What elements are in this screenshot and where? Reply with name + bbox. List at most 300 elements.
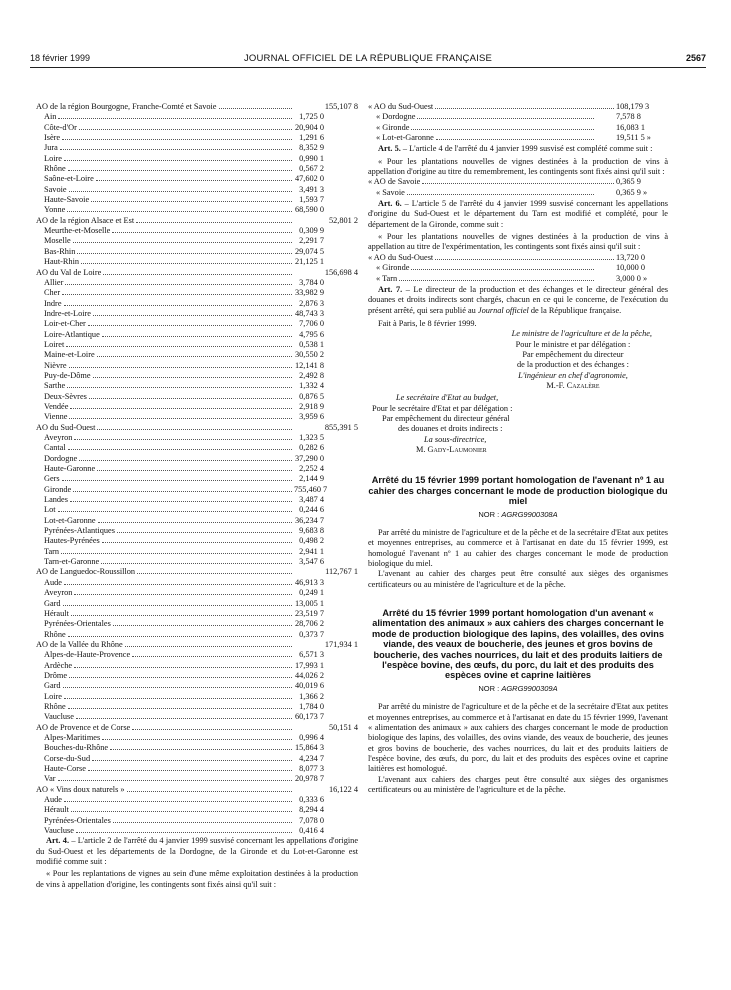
article-4-quote: « Pour les replantations de vignes au sein d'une même exploitation destinées à la production de vins à appellation d'origine, les contingents sont fixés ainsi qu'il suit : bbox=[36, 869, 358, 889]
row-label: Meurthe-et-Moselle bbox=[44, 226, 111, 236]
department-row bbox=[368, 133, 668, 143]
department-row bbox=[36, 433, 358, 443]
dot-leader bbox=[97, 469, 292, 471]
row-value: 2,291 7 bbox=[299, 236, 324, 246]
department-row bbox=[36, 174, 358, 184]
department-row bbox=[36, 692, 358, 702]
row-value: 2,492 8 bbox=[299, 370, 324, 380]
dot-leader bbox=[71, 810, 292, 812]
department-row bbox=[36, 123, 358, 133]
row-value: 1,332 4 bbox=[299, 381, 324, 391]
row-label: Savoie bbox=[44, 184, 67, 194]
row-value: 33,982 9 bbox=[294, 288, 324, 298]
row-label: Aveyron bbox=[44, 433, 73, 442]
department-row bbox=[36, 330, 358, 340]
row-label: Aude bbox=[44, 577, 62, 587]
dot-leader bbox=[62, 138, 292, 140]
row-label: Haute-Garonne bbox=[44, 464, 96, 474]
department-row bbox=[36, 754, 358, 764]
department-row bbox=[36, 599, 358, 609]
row-label: Lot bbox=[44, 505, 56, 515]
department-row bbox=[36, 402, 358, 412]
dot-leader bbox=[73, 490, 292, 492]
department-row bbox=[36, 681, 358, 691]
article-4: Art. 4. – L'article 2 de l'arrêté du 4 janvier 1999 susvisé concernant les appellations d'origine du Sud-Ouest et les départements de la Dordogne, de la Gironde et du Lot-et-Garonne est modifié comme suit : bbox=[36, 836, 359, 867]
department-row bbox=[36, 257, 358, 267]
article-5: Art. 5. – L'article 4 de l'arrêté du 4 janvier 1999 susvisé est complété comme suit : bbox=[378, 144, 653, 154]
dot-leader bbox=[411, 128, 594, 130]
row-label: Pyrénées-Atlantiques bbox=[44, 526, 115, 536]
department-row bbox=[36, 474, 358, 484]
minister: Le ministre de l'agriculture et de la pêche, bbox=[511, 329, 652, 339]
dot-leader bbox=[136, 221, 292, 223]
row-label: Haut-Rhin bbox=[44, 257, 80, 267]
dot-leader bbox=[58, 779, 292, 781]
dot-leader bbox=[102, 541, 292, 543]
dot-leader bbox=[70, 407, 292, 409]
region-row bbox=[36, 567, 358, 577]
dot-leader bbox=[411, 268, 594, 270]
row-value: 40,019 6 bbox=[294, 681, 324, 691]
row-value: 755,460 7 bbox=[294, 484, 328, 494]
signature-block bbox=[368, 319, 668, 455]
dot-leader bbox=[112, 231, 292, 233]
header-date: 18 février 1999 bbox=[30, 53, 91, 63]
row-value: 47,602 0 bbox=[294, 174, 324, 184]
row-value: 0,416 4 bbox=[299, 826, 324, 836]
row-label: « Gironde bbox=[376, 122, 410, 132]
row-label: Vaucluse bbox=[44, 826, 74, 836]
dot-leader bbox=[127, 790, 292, 792]
department-row bbox=[36, 247, 358, 257]
dot-leader bbox=[65, 283, 292, 285]
department-row bbox=[36, 299, 358, 309]
row-label: Dordogne bbox=[44, 453, 78, 463]
row-label: AO de la Vallée du Rhône bbox=[36, 639, 123, 649]
row-label: Gironde bbox=[44, 484, 72, 494]
sig-line: Pour le ministre et par délégation : bbox=[515, 339, 631, 349]
sig-line: La sous-directrice, bbox=[424, 434, 487, 444]
department-row bbox=[36, 547, 358, 557]
paragraph: L'avenant aux cahiers des charges peut être consulté aux sièges des organismes certificateurs ou au ministère de l'agriculture et de la pêche. bbox=[368, 774, 668, 794]
row-label: Tarn-et-Garonne bbox=[44, 557, 100, 567]
dot-leader bbox=[435, 258, 614, 260]
row-value: 0,249 1 bbox=[299, 588, 324, 598]
row-label: Rhône bbox=[44, 164, 66, 174]
dot-leader bbox=[89, 397, 292, 399]
region-row bbox=[368, 102, 668, 112]
row-label: Landes bbox=[44, 495, 68, 505]
dot-leader bbox=[69, 366, 292, 368]
department-row bbox=[36, 505, 358, 515]
department-row bbox=[36, 226, 358, 236]
row-label: « AO du Sud-Ouest bbox=[368, 102, 434, 111]
department-row bbox=[36, 205, 358, 215]
row-label: Gers bbox=[44, 474, 60, 484]
row-label: AO « Vins doux naturels » bbox=[36, 784, 125, 794]
row-value: 1,291 6 bbox=[299, 133, 324, 143]
dot-leader bbox=[58, 510, 292, 512]
row-value: 17,993 1 bbox=[294, 660, 324, 670]
row-value: 0,365 9 bbox=[616, 177, 641, 187]
dot-leader bbox=[137, 572, 292, 574]
row-value: 3,784 0 bbox=[299, 277, 324, 287]
row-label: Tarn bbox=[44, 546, 60, 556]
region-row bbox=[36, 102, 358, 112]
row-label: Moselle bbox=[44, 236, 71, 246]
row-value: 2,144 9 bbox=[299, 474, 324, 484]
article-6-quote: « Pour les plantations nouvelles de vignes destinées à la production de vins à appellation au titre de l'expérimentation, les contingents sont fixés ainsi qu'il suit : bbox=[368, 232, 668, 252]
department-row bbox=[36, 733, 358, 743]
row-value: 1,725 0 bbox=[299, 112, 324, 122]
row-value: 60,173 7 bbox=[294, 712, 324, 722]
row-value: 46,913 3 bbox=[294, 577, 324, 587]
department-row bbox=[36, 278, 358, 288]
right-column bbox=[368, 102, 668, 795]
dot-leader bbox=[67, 210, 292, 212]
dot-leader bbox=[93, 376, 292, 378]
dot-leader bbox=[60, 148, 292, 150]
row-value: 21,125 1 bbox=[294, 257, 324, 267]
row-value: 0,567 2 bbox=[299, 164, 324, 174]
row-value: 1,323 5 bbox=[299, 433, 324, 442]
row-label: « AO du Sud-Ouest bbox=[368, 252, 434, 262]
region-row bbox=[36, 640, 358, 650]
dot-leader bbox=[399, 279, 594, 281]
row-label: Vienne bbox=[44, 412, 68, 422]
row-value: 1,593 7 bbox=[299, 195, 324, 205]
department-row bbox=[36, 743, 358, 753]
department-row bbox=[36, 392, 358, 402]
row-value: 4,795 6 bbox=[299, 329, 324, 339]
row-value: 7,578 8 bbox=[616, 112, 641, 122]
row-value: 0,373 7 bbox=[299, 629, 324, 639]
dot-leader bbox=[91, 200, 292, 202]
row-label: Rhône bbox=[44, 701, 66, 711]
dot-leader bbox=[64, 800, 292, 802]
row-label: Bouches-du-Rhône bbox=[44, 743, 109, 753]
department-row bbox=[36, 712, 358, 722]
department-row bbox=[36, 557, 358, 567]
journal-title: JOURNAL OFFICIEL DE LA RÉPUBLIQUE FRANÇAISE bbox=[243, 53, 493, 64]
dot-leader bbox=[67, 386, 292, 388]
department-row bbox=[36, 661, 358, 671]
row-label: Allier bbox=[44, 277, 64, 287]
row-label: Alpes-de-Haute-Provence bbox=[44, 650, 131, 660]
row-label: AO de la région Alsace et Est bbox=[36, 215, 135, 225]
row-value: 23,519 7 bbox=[294, 608, 324, 618]
row-value: 1,366 2 bbox=[299, 691, 324, 701]
row-value: 2,941 1 bbox=[299, 546, 324, 556]
row-label: Jura bbox=[44, 143, 58, 153]
arrete-title: Arrêté du 15 février 1999 portant homologation de l'avenant nº 1 au cahier des charges concernant le mode de production biologique du miel bbox=[368, 475, 668, 507]
sig-line: L'ingénieur en chef d'agronomie, bbox=[518, 370, 628, 380]
row-value: 68,590 0 bbox=[294, 205, 324, 215]
dot-leader bbox=[74, 666, 292, 668]
running-header bbox=[30, 53, 706, 67]
department-row bbox=[368, 263, 668, 273]
row-value: 0,309 9 bbox=[299, 226, 324, 236]
row-label: « Dordogne bbox=[376, 112, 416, 122]
row-value: 0,244 6 bbox=[299, 505, 324, 515]
row-value: 0,282 6 bbox=[299, 443, 324, 453]
row-label: Alpes-Maritimes bbox=[44, 732, 101, 742]
row-value: 13,005 1 bbox=[294, 598, 324, 608]
row-label: Yonne bbox=[44, 205, 66, 215]
row-value: 171,934 1 bbox=[324, 639, 358, 649]
row-value: 30,550 2 bbox=[294, 350, 324, 360]
row-label: Sarthe bbox=[44, 381, 66, 391]
dot-leader bbox=[97, 355, 292, 357]
header-rule bbox=[30, 67, 706, 68]
row-label: Indre bbox=[44, 298, 62, 308]
row-value: 112,767 1 bbox=[325, 567, 358, 577]
row-label: Hérault bbox=[44, 608, 69, 618]
dot-leader bbox=[81, 262, 292, 264]
sud-ouest-table bbox=[368, 102, 668, 143]
row-value: 19,511 5 » bbox=[616, 133, 651, 143]
department-row bbox=[36, 133, 358, 143]
department-row bbox=[36, 236, 358, 246]
arrete-animaux bbox=[368, 608, 668, 795]
dot-leader bbox=[63, 686, 292, 688]
row-label: Drôme bbox=[44, 670, 68, 680]
row-label: Hérault bbox=[44, 805, 69, 815]
article-6-table bbox=[368, 253, 668, 284]
dot-leader bbox=[79, 459, 292, 461]
row-value: 0,876 5 bbox=[299, 391, 324, 401]
dot-leader bbox=[79, 128, 292, 130]
row-label: Pyrénées-Orientales bbox=[44, 815, 111, 825]
department-row bbox=[368, 274, 668, 284]
dot-leader bbox=[88, 769, 292, 771]
dot-leader bbox=[69, 417, 292, 419]
article-7: Art. 7. – Le directeur de la production et des échanges et le directeur général des douanes et droits indirects sont chargés, chacun en ce qui le concerne, de l'exécution du présent arrêté, qui sera publié au Journal officiel de la République française. bbox=[368, 284, 668, 315]
department-row bbox=[36, 185, 358, 195]
sig-line: Par empêchement du directeur bbox=[522, 349, 624, 359]
dot-leader bbox=[102, 335, 292, 337]
dot-leader bbox=[96, 179, 292, 181]
row-label: Maine-et-Loire bbox=[44, 350, 95, 360]
sig-line: Pour le secrétaire d'Etat et par délégation : bbox=[372, 403, 513, 413]
dot-leader bbox=[68, 707, 292, 709]
dot-leader bbox=[68, 169, 292, 171]
region-row bbox=[36, 423, 358, 433]
region-row bbox=[368, 177, 668, 187]
dot-leader bbox=[219, 107, 293, 109]
dot-leader bbox=[58, 117, 292, 119]
row-label: AO de Languedoc-Roussillon bbox=[36, 567, 136, 577]
department-row bbox=[36, 381, 358, 391]
dot-leader bbox=[132, 655, 292, 657]
row-label: Loire bbox=[44, 153, 62, 163]
row-value: 52,801 2 bbox=[328, 215, 358, 225]
row-label: Saône-et-Loire bbox=[44, 174, 94, 184]
row-value: 13,720 0 bbox=[616, 252, 646, 262]
row-value: 7,706 0 bbox=[299, 319, 324, 329]
row-value: 1,784 0 bbox=[299, 701, 324, 711]
department-row bbox=[36, 319, 358, 329]
department-row bbox=[36, 671, 358, 681]
row-value: 7,078 0 bbox=[299, 815, 324, 825]
row-label: Haute-Corse bbox=[44, 764, 86, 773]
row-label: Côte-d'Or bbox=[44, 122, 77, 132]
row-label: « Savoie bbox=[376, 187, 405, 197]
row-value: 3,491 3 bbox=[299, 184, 324, 194]
article-5-table bbox=[368, 177, 668, 198]
row-value: 3,959 6 bbox=[299, 412, 324, 422]
sig-line: Par empêchement du directeur général bbox=[382, 413, 510, 423]
row-label: « Lot-et-Garonne bbox=[376, 133, 434, 143]
row-value: 12,141 8 bbox=[294, 360, 324, 370]
signatory-name: M. Gady-Laumonier bbox=[416, 445, 487, 454]
row-label: Ardèche bbox=[44, 660, 73, 670]
row-value: 0,498 2 bbox=[299, 536, 324, 546]
department-row bbox=[36, 412, 358, 422]
dot-leader bbox=[66, 345, 292, 347]
article-5-quote: « Pour les plantations nouvelles de vignes destinées à la production de vins à appellation d'origine au titre du remembrement, les contingents sont fixés ainsi qu'il suit : bbox=[368, 156, 668, 177]
done-at: Fait à Paris, le 8 février 1999. bbox=[378, 318, 477, 328]
row-value: 28,706 2 bbox=[294, 619, 324, 629]
dot-leader bbox=[435, 107, 614, 109]
row-label: « Tarn bbox=[376, 273, 398, 283]
dot-leader bbox=[97, 428, 292, 430]
department-row bbox=[368, 188, 668, 198]
department-row bbox=[36, 516, 358, 526]
department-row bbox=[36, 702, 358, 712]
row-label: Cantal bbox=[44, 443, 66, 453]
row-label: Ain bbox=[44, 112, 57, 122]
row-label: Nièvre bbox=[44, 360, 67, 370]
secretary: Le secrétaire d'Etat au budget, bbox=[396, 393, 499, 403]
row-label: Isère bbox=[44, 133, 61, 143]
dot-leader bbox=[74, 438, 292, 440]
row-label: Aude bbox=[44, 795, 62, 805]
dot-leader bbox=[132, 728, 292, 730]
department-row bbox=[36, 340, 358, 350]
row-label: AO de la région Bourgogne, Franche-Comté et Savoie bbox=[36, 102, 217, 111]
paragraph: L'avenant au cahier des charges peut être consulté aux sièges des organismes certificateurs ou au ministère de l'agriculture et de la pêche. bbox=[368, 569, 668, 589]
row-label: Loir-et-Cher bbox=[44, 319, 86, 329]
nor-reference: NOR : AGRG9900309A bbox=[478, 683, 558, 693]
paragraph: Par arrêté du ministre de l'agriculture et de la pêche et de la secrétaire d'Etat aux petites et moyennes entreprises, au commerce et à l'artisanat en date du 15 février 1999, est homologué l'avenant nº 1 au cahier des charges concernant le mode de production biologique du miel. bbox=[368, 527, 668, 568]
row-label: Loire bbox=[44, 691, 62, 701]
row-value: 36,234 7 bbox=[294, 515, 324, 525]
dot-leader bbox=[61, 552, 292, 554]
row-label: Lot-et-Garonne bbox=[44, 515, 96, 525]
row-value: 29,074 5 bbox=[294, 246, 324, 256]
dot-leader bbox=[76, 717, 292, 719]
arrete-miel bbox=[368, 475, 668, 590]
department-row bbox=[36, 630, 358, 640]
department-row bbox=[36, 288, 358, 298]
department-row bbox=[36, 350, 358, 360]
department-row bbox=[36, 495, 358, 505]
dot-leader bbox=[93, 314, 292, 316]
department-row bbox=[36, 443, 358, 453]
arrete-title: Arrêté du 15 février 1999 portant homologation d'un avenant « alimentation des animaux » aux cahiers des charges concernant le mode de production biologique des lapins, des volailles, des ovins viande, des veaux de boucherie, des jeunes et gros bovins de boucherie, des vaches nourrices, du lait et des produits laitiers de l'espèce bovine, des œufs, du porc, du lait et des produits des espèces ovine et caprine laitières bbox=[371, 607, 664, 681]
dot-leader bbox=[64, 583, 292, 585]
dot-leader bbox=[62, 479, 292, 481]
row-label: Var bbox=[44, 774, 56, 784]
row-value: 10,000 0 bbox=[616, 263, 646, 273]
region-row bbox=[36, 268, 358, 278]
dot-leader bbox=[103, 273, 292, 275]
row-value: 20,978 7 bbox=[294, 774, 324, 784]
department-row bbox=[36, 371, 358, 381]
row-value: 20,904 0 bbox=[294, 122, 324, 132]
department-row bbox=[36, 112, 358, 122]
row-label: AO du Sud-Ouest bbox=[36, 422, 96, 432]
row-value: 15,864 3 bbox=[294, 743, 324, 753]
department-row bbox=[36, 536, 358, 546]
department-row bbox=[36, 764, 358, 774]
row-value: 9,683 8 bbox=[299, 526, 324, 536]
row-value: 156,698 4 bbox=[324, 267, 358, 277]
dot-leader bbox=[68, 635, 292, 637]
dot-leader bbox=[125, 645, 292, 647]
region-row bbox=[36, 785, 358, 795]
row-value: 8,077 3 bbox=[299, 764, 324, 773]
dot-leader bbox=[71, 614, 292, 616]
row-label: Pyrénées-Orientales bbox=[44, 619, 111, 629]
dot-leader bbox=[113, 821, 292, 823]
row-value: 44,026 2 bbox=[294, 670, 324, 680]
row-label: Vaucluse bbox=[44, 712, 74, 722]
row-value: 16,083 1 bbox=[616, 122, 646, 132]
row-value: 6,571 3 bbox=[299, 650, 324, 660]
dot-leader bbox=[63, 604, 292, 606]
row-value: 50,151 4 bbox=[328, 722, 358, 732]
dot-leader bbox=[422, 182, 614, 184]
department-row bbox=[36, 578, 358, 588]
row-value: 0,538 1 bbox=[299, 339, 324, 349]
dot-leader bbox=[88, 324, 292, 326]
dot-leader bbox=[64, 697, 292, 699]
row-value: 48,743 3 bbox=[294, 308, 324, 318]
department-row bbox=[36, 774, 358, 784]
sig-line: de la production et des échanges : bbox=[517, 360, 629, 370]
department-row bbox=[36, 816, 358, 826]
page-number: 2567 bbox=[685, 53, 706, 63]
signatory-name: M.-F. Cazalère bbox=[546, 380, 600, 390]
left-column bbox=[36, 102, 358, 890]
dot-leader bbox=[117, 531, 292, 533]
row-label: Indre-et-Loire bbox=[44, 308, 91, 318]
row-value: 2,876 3 bbox=[299, 298, 324, 308]
department-row bbox=[368, 112, 668, 122]
department-row bbox=[36, 609, 358, 619]
department-row bbox=[36, 361, 358, 371]
row-value: 3,000 0 » bbox=[616, 273, 648, 283]
department-row bbox=[36, 464, 358, 474]
row-value: 0,333 6 bbox=[299, 795, 324, 805]
row-value: 37,290 0 bbox=[294, 453, 324, 463]
dot-leader bbox=[110, 748, 292, 750]
department-row bbox=[36, 143, 358, 153]
department-row bbox=[36, 805, 358, 815]
sig-line: des douanes et droits indirects : bbox=[398, 424, 503, 434]
department-row bbox=[36, 619, 358, 629]
region-row bbox=[36, 216, 358, 226]
row-value: 2,918 9 bbox=[299, 401, 324, 411]
row-label: Deux-Sèvres bbox=[44, 391, 87, 401]
dot-leader bbox=[76, 831, 292, 833]
row-value: 155,107 8 bbox=[324, 102, 358, 111]
dot-leader bbox=[92, 759, 292, 761]
row-label: « Gironde bbox=[376, 263, 410, 273]
department-row bbox=[36, 164, 358, 174]
